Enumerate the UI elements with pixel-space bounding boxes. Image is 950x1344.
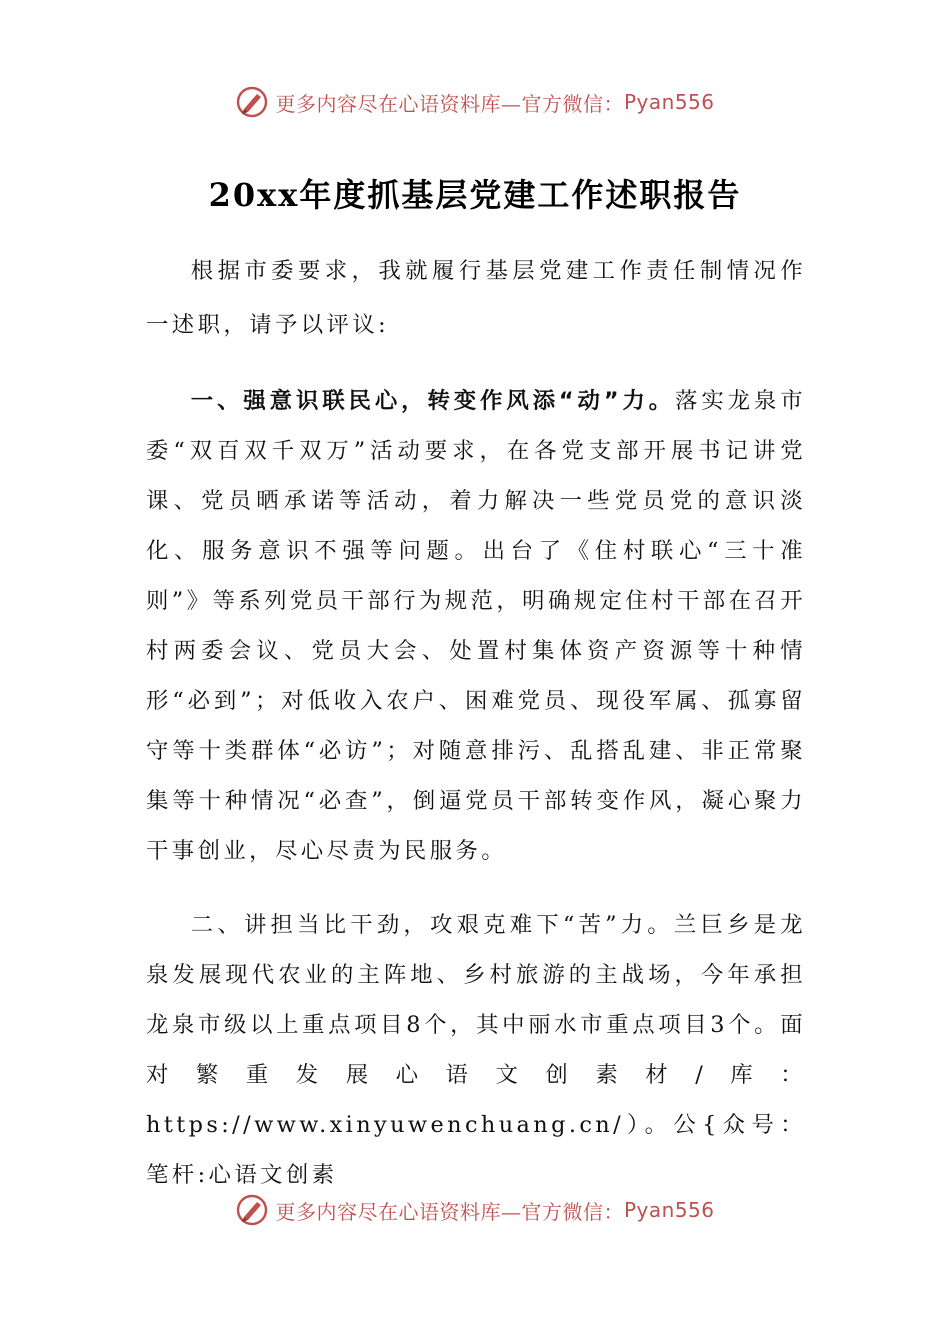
pen-logo-icon — [235, 85, 269, 119]
document-body — [146, 244, 806, 1200]
section-1-paragraph — [146, 376, 806, 876]
section-1-body: 落实龙泉市委“双百双千双万”活动要求，在各党支部开展书记讲党课、党员晒承诺等活动，着力解决一些党员党的意识淡化、服务意识不强等问题。出台了《住村联心“三十准则”》等系列党员干部行为规范，明确规定住村干部在召开村两委会议、党员大会、处置村集体资产资源等十种情形“必到”；对低收入农户、困难党员、现役军属、孤寡留守等十类群体“必访”；对随意排污、乱搭乱建、非正常聚集等十种情况“必查”，倒逼党员干部转变作风，凝心聚力干事创业，尽心尽责为民服务。 — [146, 388, 807, 864]
watermark-wechat-id: Pyan556 — [623, 90, 715, 114]
pen-logo-icon — [235, 1193, 269, 1227]
section-2-paragraph: 二、讲担当比干劲，攻艰克难下“苦”力。兰巨乡是龙泉发展现代农业的主阵地、乡村旅游的主战场，今年承担龙泉市级以上重点项目8个，其中丽水市重点项目3个。面对繁重发展心语文创素材/库：https://www.xinyuwenchuang.cn/）。公{众号：笔杆:心语文创素 — [146, 912, 806, 1188]
watermark-banner-top — [0, 82, 950, 122]
watermark-wechat-id: Pyan556 — [623, 1198, 715, 1222]
watermark-text: 更多内容尽在心语资料库—官方微信： — [275, 1199, 624, 1224]
document-title: 20xx年度抓基层党建工作述职报告 — [208, 176, 742, 214]
watermark-banner-bottom — [0, 1190, 950, 1230]
watermark-text: 更多内容尽在心语资料库—官方微信： — [275, 91, 624, 116]
intro-paragraph: 根据市委要求，我就履行基层党建工作责任制情况作一述职，请予以评议: — [146, 258, 806, 338]
section-1-heading: 一、强意识联民心，转变作风添“动”力。 — [190, 388, 676, 414]
